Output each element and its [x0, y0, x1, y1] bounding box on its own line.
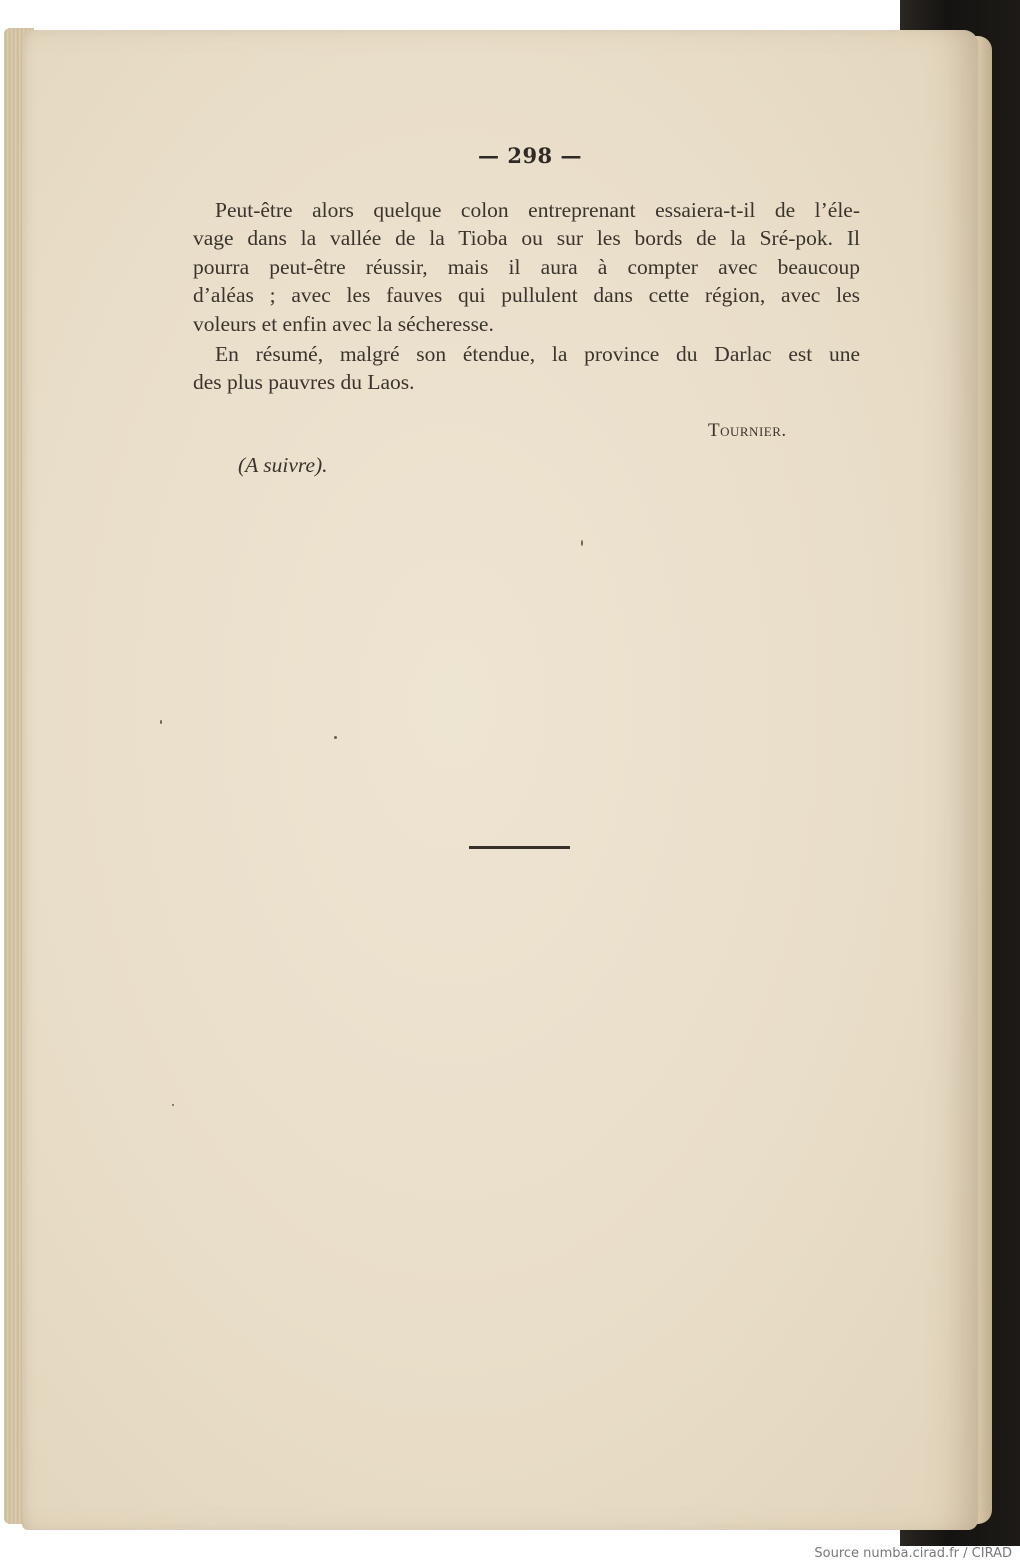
- paper-speck: [334, 736, 337, 739]
- paragraph-line: voleurs et enfin avec la sécheresse.: [193, 311, 494, 336]
- paragraph-line: des plus pauvres du Laos.: [193, 370, 415, 395]
- paper-speck: [581, 540, 583, 546]
- page-number: — 298 —: [478, 143, 582, 168]
- to-be-continued-text: (A suivre).: [238, 453, 328, 477]
- paragraph-2: [193, 340, 860, 397]
- paper-speck: [160, 720, 162, 724]
- paragraph-line: d’aléas ; avec les fauves qui pullulent dans cette région, avec les: [193, 283, 860, 308]
- source-credit: Source numba.cirad.fr / CIRAD: [814, 1546, 1012, 1561]
- section-divider-rule: [469, 846, 570, 849]
- author-signature: Tournier.: [708, 420, 787, 441]
- paragraph-line: Peut-être alors quelque colon entreprenant essaiera-t-il de l’éle-: [215, 198, 860, 222]
- paragraph-line: vage dans la vallée de la Tioba ou sur les bords de la Sré-pok. Il: [193, 226, 860, 251]
- paragraph-line: En résumé, malgré son étendue, la province du Darlac est une: [215, 342, 860, 366]
- paragraph-1: [193, 196, 860, 338]
- to-be-continued-note: [238, 453, 328, 478]
- paragraph-line: pourra peut-être réussir, mais il aura à compter avec beaucoup: [193, 254, 860, 279]
- paper-speck: [172, 1104, 174, 1106]
